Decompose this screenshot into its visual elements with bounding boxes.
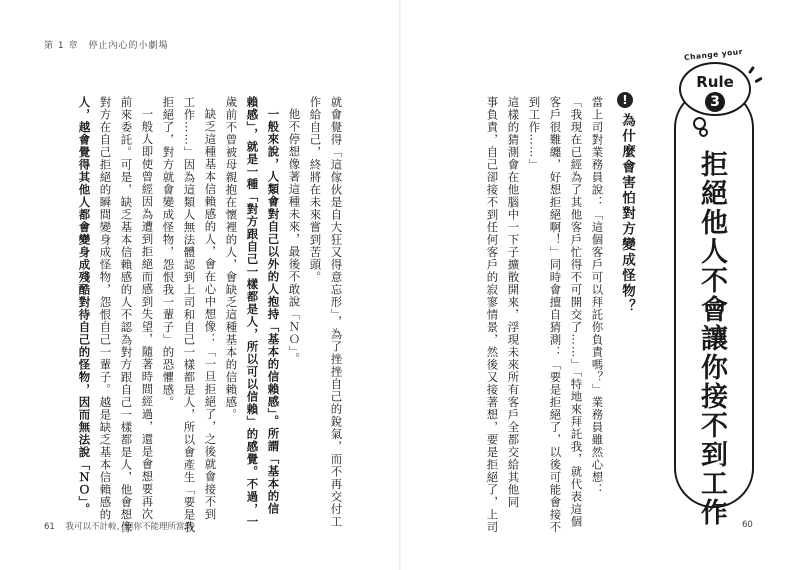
body-column: 工作……」因為這類人無法體認到上司和自己一樣都是人，所以會產生「要是我: [182, 96, 197, 534]
chapter-header: 第 1 章 停止內心的小劇場: [44, 41, 169, 51]
right-page-number: 60: [742, 520, 753, 530]
body-column: 歲前不曾被母親抱在懷裡的人，會缺乏這種基本的信賴感。: [224, 96, 239, 421]
rule-change-your: Change your: [683, 46, 744, 63]
body-column: 他不停想像著這種未來，最後不敢說「ＮＯ」。: [287, 108, 302, 365]
body-column: 拒絕了，對方就會變成怪物，怨恨我一輩子」的恐懼感。: [161, 96, 176, 409]
rule-title: 拒絕他人不會讓你接不到工作: [696, 150, 727, 527]
body-column: 前來委託。可是，缺乏基本信賴感的人不認為對方跟自己一樣都是人，他會想像: [119, 96, 134, 534]
exclamation-icon: !: [617, 92, 633, 108]
body-column: 人，越會覺得其他人都會變身成殘酷對待自己的怪物，因而無法說「ＮＯ」。: [77, 96, 92, 516]
body-column: 到工作……」: [527, 96, 542, 171]
body-column: 客戶很難纏，好想拒絕啊！」同時會擅自猜測：「要是拒絕了，以後可能會接不: [548, 96, 563, 534]
rule-bubble: [679, 62, 751, 116]
page-fold: [399, 0, 401, 570]
body-column: 賴感」，就是一種「對方跟自己一樣都是人，所以可以信賴」的感覺。不過，一: [245, 96, 260, 528]
body-column: 就會覺得「這傢伙是自大狂又得意忘形」，為了挫挫自己的銳氣，而不再交付工: [329, 96, 344, 528]
body-column: 事負責，自己卻接不到任何客戶的寂寥情景，然後又接著想，要是拒絕了，上司: [485, 96, 500, 534]
body-column: 一般人即使曾經因為遭到拒絕而感到失望，隨著時間經過，還是會想要再次: [140, 108, 155, 521]
body-column: 「我現在已經為了其他客戶忙得不可開交了……」「特地來拜託我，就代表這個: [569, 96, 584, 528]
left-page-number: 61: [44, 522, 55, 532]
body-column: 一般來說，人類會對自己以外的人抱持「基本的信賴感」。所謂「基本的信: [266, 108, 281, 515]
rule-label: Rule: [696, 73, 734, 91]
question-heading: 為什麼會害怕對方變成怪物？: [619, 113, 635, 315]
spark-mark: [748, 66, 755, 74]
book-title: 我可以不計較，但你不能理所當然: [65, 522, 194, 532]
body-column: 這樣的猜測會在他腦中一下子擴散開來，浮現未來所有客戶全都交給其他同: [506, 96, 521, 509]
spark-mark: [754, 77, 762, 84]
body-column: 對方在自己拒絕的瞬間變身成怪物，怨恨自己一輩子。越是缺乏基本信賴感的: [98, 96, 113, 521]
body-column: 缺乏這種基本信賴感的人，會在心中想像：「一旦拒絕了，之後就會接不到: [203, 108, 218, 521]
bubble-tail-dot-small: [699, 128, 708, 137]
rule-number: 3: [705, 92, 725, 112]
body-column: 當上司對業務員說：「這個客戶可以拜託你負責嗎？」業務員雖然心想：: [590, 96, 605, 496]
body-column: 作給自己，終將在未來嘗到苦頭。: [308, 96, 323, 284]
